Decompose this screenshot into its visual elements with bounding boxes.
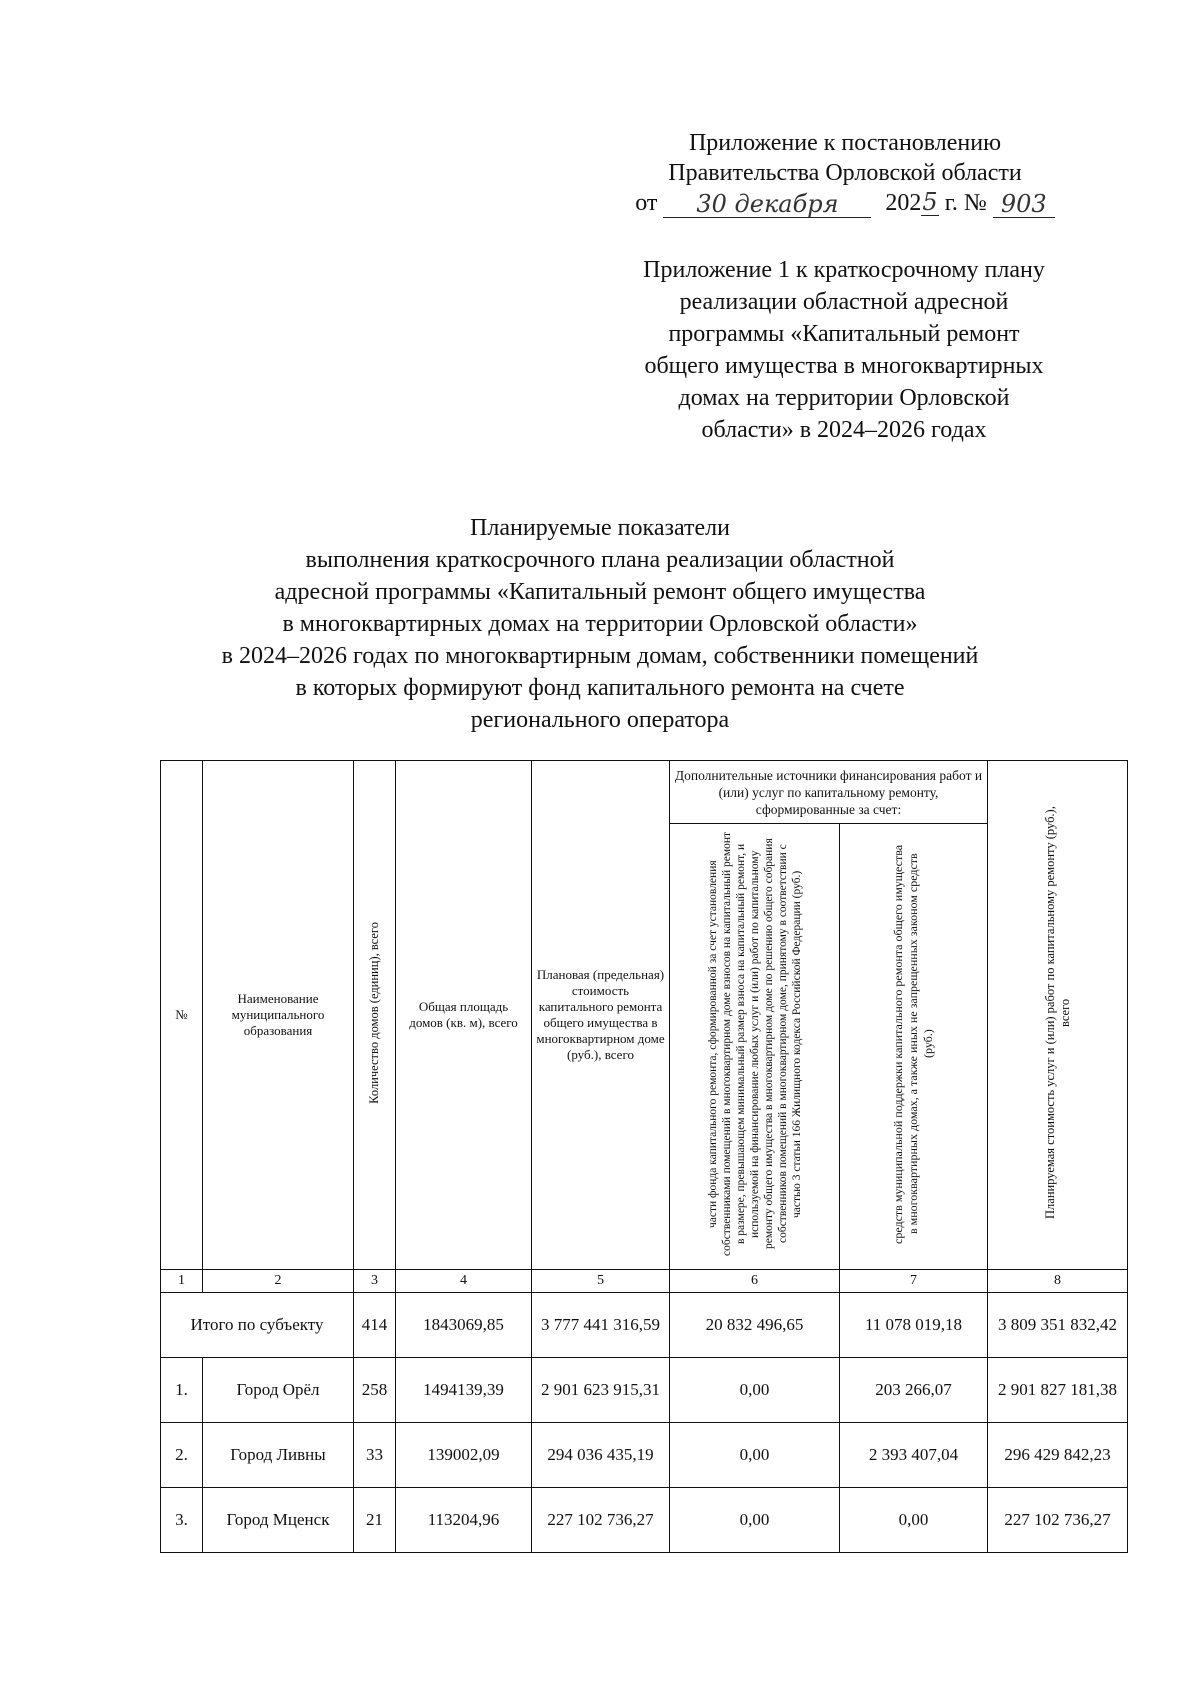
row-no: 3. bbox=[161, 1488, 203, 1553]
column-number: 2 bbox=[203, 1270, 354, 1293]
row-total-planned: 2 901 827 181,38 bbox=[988, 1358, 1128, 1423]
handwritten-date: 30 декабря bbox=[663, 191, 871, 218]
header-municipal-text: средств муниципальной поддержки капитального ремонта общего имущества в многоквартирных домах, а также иных не запрещенных законом средств (руб.) bbox=[891, 844, 935, 1244]
row-houses: 33 bbox=[354, 1423, 396, 1488]
row-planned-cost: 294 036 435,19 bbox=[532, 1423, 670, 1488]
indicators-table bbox=[160, 760, 1128, 1553]
header-no: № bbox=[161, 761, 203, 1270]
total-planned-cost: 3 777 441 316,59 bbox=[532, 1293, 670, 1358]
title-line: адресной программы «Капитальный ремонт общего имущества bbox=[274, 579, 926, 605]
row-planned-cost: 227 102 736,27 bbox=[532, 1488, 670, 1553]
total-part-fund: 20 832 496,65 bbox=[670, 1293, 840, 1358]
row-total-planned: 296 429 842,23 bbox=[988, 1423, 1128, 1488]
header-part-fund bbox=[670, 824, 840, 1270]
column-number: 4 bbox=[396, 1270, 532, 1293]
row-part-fund: 0,00 bbox=[670, 1488, 840, 1553]
appendix1-header bbox=[600, 254, 1088, 446]
column-number: 1 bbox=[161, 1270, 203, 1293]
appendix-date-line bbox=[610, 188, 1080, 218]
row-houses: 21 bbox=[354, 1488, 396, 1553]
row-name: Город Орёл bbox=[203, 1358, 354, 1423]
year-prefix: 202 bbox=[885, 190, 922, 216]
column-number: 6 bbox=[670, 1270, 840, 1293]
date-prefix: от bbox=[635, 190, 658, 216]
total-municipal: 11 078 019,18 bbox=[840, 1293, 988, 1358]
appendix-header bbox=[610, 128, 1080, 218]
row-municipal: 0,00 bbox=[840, 1488, 988, 1553]
appendix-line-1: Приложение к постановлению bbox=[688, 130, 1002, 156]
total-row bbox=[161, 1293, 1128, 1358]
row-total-planned: 227 102 736,27 bbox=[988, 1488, 1128, 1553]
total-houses: 414 bbox=[354, 1293, 396, 1358]
title-line: в которых формируют фонд капитального ремонта на счете bbox=[295, 675, 905, 701]
header-total-planned bbox=[988, 761, 1128, 1270]
total-area: 1843069,85 bbox=[396, 1293, 532, 1358]
column-numbers-row bbox=[161, 1270, 1128, 1293]
handwritten-year-digit: 5 bbox=[922, 188, 938, 216]
column-number: 7 bbox=[840, 1270, 988, 1293]
column-number: 3 bbox=[354, 1270, 396, 1293]
title-line: Планируемые показатели bbox=[470, 515, 730, 541]
number-label: г. № bbox=[944, 190, 987, 216]
appendix1-line: домах на территории Орловской bbox=[678, 385, 1010, 411]
header-houses bbox=[354, 761, 396, 1270]
header-name: Наименование муниципального образования bbox=[203, 761, 354, 1270]
row-municipal: 203 266,07 bbox=[840, 1358, 988, 1423]
title-line: выполнения краткосрочного плана реализации областной bbox=[305, 547, 895, 573]
title-line: регионального оператора bbox=[470, 707, 730, 733]
header-planned-cost: Плановая (предельная) стоимость капитального ремонта общего имущества в многоквартирном доме (руб.), всего bbox=[532, 761, 670, 1270]
table-row bbox=[161, 1488, 1128, 1553]
table-row bbox=[161, 1423, 1128, 1488]
row-area: 139002,09 bbox=[396, 1423, 532, 1488]
header-municipal bbox=[840, 824, 988, 1270]
header-total-planned-text: Планируемая стоимость услуг и (или) работ по капитальному ремонту (руб.), всего bbox=[1042, 806, 1072, 1219]
row-houses: 258 bbox=[354, 1358, 396, 1423]
total-total-planned: 3 809 351 832,42 bbox=[988, 1293, 1128, 1358]
appendix1-line: реализации областной адресной bbox=[679, 289, 1009, 315]
document-title bbox=[170, 512, 1030, 736]
row-no: 1. bbox=[161, 1358, 203, 1423]
title-line: в 2024–2026 годах по многоквартирным домам, собственники помещений bbox=[221, 643, 979, 669]
appendix-line-2: Правительства Орловской области bbox=[668, 160, 1022, 186]
total-label: Итого по субъекту bbox=[161, 1293, 354, 1358]
header-area: Общая площадь домов (кв. м), всего bbox=[396, 761, 532, 1270]
column-number: 5 bbox=[532, 1270, 670, 1293]
row-area: 1494139,39 bbox=[396, 1358, 532, 1423]
row-area: 113204,96 bbox=[396, 1488, 532, 1553]
appendix1-line: Приложение 1 к краткосрочному плану bbox=[643, 257, 1045, 283]
title-line: в многоквартирных домах на территории Орловской области» bbox=[282, 611, 918, 637]
row-name: Город Ливны bbox=[203, 1423, 354, 1488]
row-planned-cost: 2 901 623 915,31 bbox=[532, 1358, 670, 1423]
row-part-fund: 0,00 bbox=[670, 1358, 840, 1423]
header-houses-text: Количество домов (единиц), всего bbox=[367, 921, 381, 1104]
table-row bbox=[161, 1358, 1128, 1423]
appendix1-line: общего имущества в многоквартирных bbox=[644, 353, 1044, 379]
appendix1-line: области» в 2024–2026 годах bbox=[701, 417, 987, 443]
column-number: 8 bbox=[988, 1270, 1128, 1293]
handwritten-number: 903 bbox=[993, 191, 1055, 218]
row-no: 2. bbox=[161, 1423, 203, 1488]
row-name: Город Мценск bbox=[203, 1488, 354, 1553]
header-part-fund-text: части фонда капитального ремонта, сформированной за счет установления собственниками помещений в многоквартирном доме взносов на капитальный ремонт в размере, превышающем минимальный размер взноса на капитальный ремонт, и используемой на финансирование любых услуг и (или) работ по капитальному ремонту общего имущества в многоквартирном доме по решению общего собрания собственников помещений в многоквартирном доме, принятому в соответствии с частью 3 статьи 166 Жилищного кодекса Российской Федерации (руб.) bbox=[706, 831, 803, 1257]
row-part-fund: 0,00 bbox=[670, 1423, 840, 1488]
header-additional-sources: Дополнительные источники финансирования работ и (или) услуг по капитальному ремонту, сформированные за счет: bbox=[670, 761, 988, 824]
appendix1-line: программы «Капитальный ремонт bbox=[668, 321, 1020, 347]
row-municipal: 2 393 407,04 bbox=[840, 1423, 988, 1488]
